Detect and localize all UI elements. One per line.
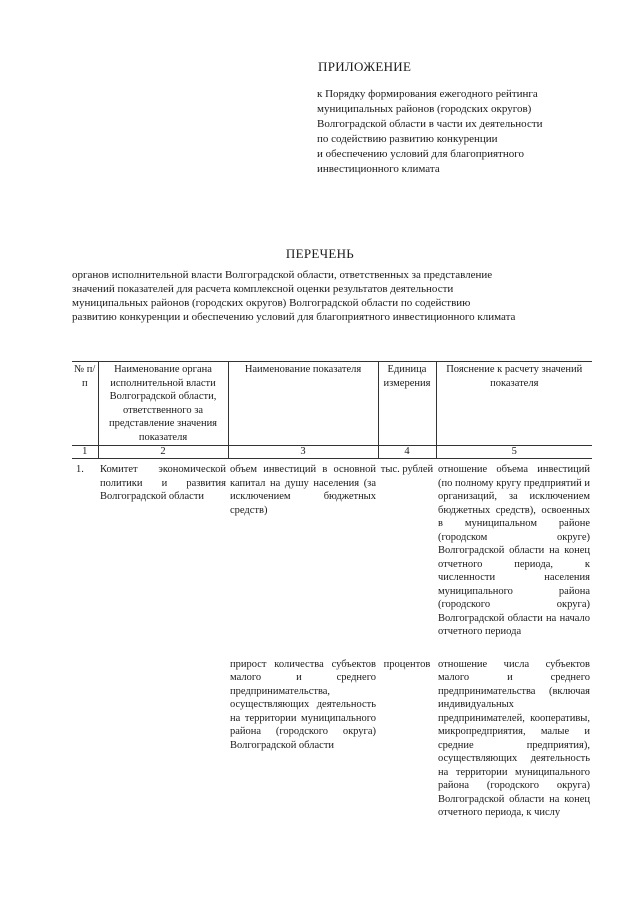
appendix-line: и обеспечению условий для благоприятного	[317, 148, 524, 160]
header-cell: Единица измерения	[378, 362, 436, 446]
list-line: значений показателей для расчета комплексной оценки результатов деятельности	[72, 283, 454, 295]
appendix-line: муниципальных районов (городских округов)	[317, 103, 532, 115]
calculation-explanation: отношение числа субъектов малого и среднего предпринимательства (включая индивидуальных предпринимателей, кооперативы, микропредприятия, малые и средние предприятия), осуществляющих деятельность на территории муниципального района (городского округа) Волгоградской области на конец отчетного периода, к числу	[438, 658, 590, 818]
list-subtitle	[72, 268, 578, 324]
column-number-row	[72, 446, 592, 459]
unit-of-measure: процентов	[383, 658, 431, 670]
column-number: 4	[378, 446, 436, 459]
row-number	[72, 640, 98, 821]
appendix-line: Волгоградской области в части их деятельности	[317, 118, 543, 130]
appendix-title: ПРИЛОЖЕНИЕ	[318, 59, 412, 74]
header-cell: Наименование органа исполнительной власти Волгоградской области, ответственного за представление значения показателя	[98, 362, 228, 446]
column-number: 1	[72, 446, 98, 459]
header-cell: Пояснение к расчету значений показателя	[436, 362, 592, 446]
list-line: органов исполнительной власти Волгоградской области, ответственных за представление	[72, 269, 493, 281]
column-number: 2	[98, 446, 228, 459]
calculation-explanation: отношение объема инвестиций (по полному кругу предприятий и организаций, за исключением бюджетных средств), освоенных в муниципальном районе (городском округе) Волгоградской области на конец отчетного периода, к численности населения муниципального района (городского округа) Волгоградской области на начало отчетного периода	[438, 464, 590, 637]
header-cell: № п/п	[72, 362, 98, 446]
appendix-line: инвестиционного климата	[317, 163, 440, 175]
organ-name	[98, 640, 228, 821]
column-number: 3	[228, 446, 378, 459]
indicator-name: прирост количества субъектов малого и среднего предпринимательства, осуществляющих деятельность на территории муниципального района (городского округа) Волгоградской области	[230, 658, 376, 751]
organ-name: Комитет экономической политики и развития Волгоградской области	[100, 464, 226, 502]
appendix-line: к Порядку формирования ежегодного рейтинга	[317, 88, 538, 100]
list-line: развитию конкуренции и обеспечению условий для благоприятного инвестиционного климата	[72, 311, 516, 323]
indicator-name: объем инвестиций в основной капитал на душу населения (за исключением бюджетных средств)	[230, 464, 376, 516]
table-header-row	[72, 362, 592, 446]
appendix-line: по содействию развитию конкуренции	[317, 133, 498, 145]
appendix-subtitle	[317, 87, 587, 177]
row-number: 1.	[76, 464, 84, 475]
table-row	[72, 459, 592, 640]
list-line: муниципальных районов (городских округов) Волгоградской области по содействию	[72, 297, 471, 309]
header-cell: Наименование показателя	[228, 362, 378, 446]
column-number: 5	[436, 446, 592, 459]
table-row	[72, 640, 592, 821]
unit-of-measure: тыс. рублей	[380, 464, 434, 475]
list-title: ПЕРЕЧЕНЬ	[285, 246, 355, 261]
indicators-table	[72, 361, 592, 821]
